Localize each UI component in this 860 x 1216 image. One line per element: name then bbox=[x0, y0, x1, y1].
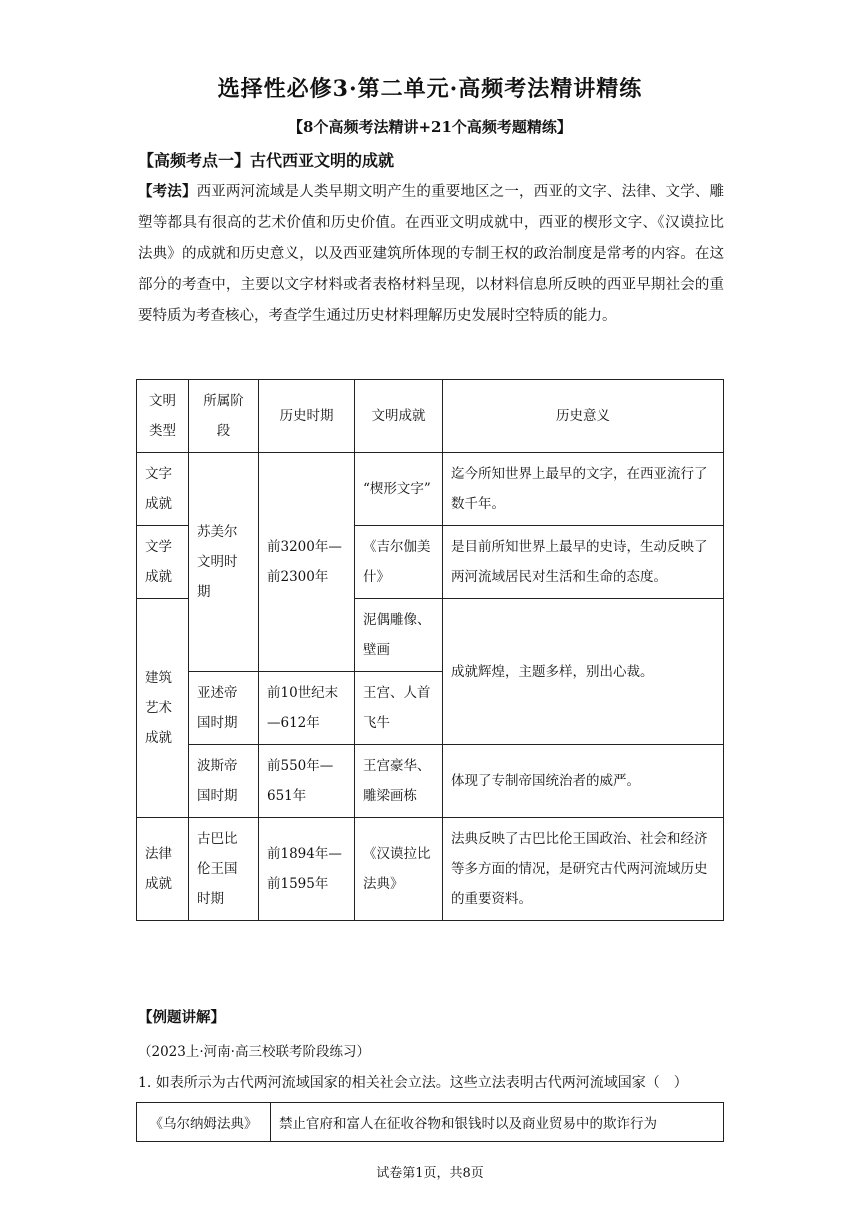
achievement-cell: 王宫豪华、雕梁画栋 bbox=[355, 745, 443, 818]
table-row bbox=[137, 1103, 724, 1142]
header-cell: 历史意义 bbox=[443, 380, 724, 453]
document-subtitle: 【8个高频考法精讲+21个高频考题精练】 bbox=[288, 118, 572, 136]
stage-cell: 亚述帝国时期 bbox=[189, 672, 259, 745]
achievement-cell: 泥偶雕像、壁画 bbox=[355, 599, 443, 672]
type-cell: 文学成就 bbox=[137, 526, 189, 599]
law-content-cell: 禁止官府和富人在征收谷物和银钱时以及商业贸易中的欺诈行为 bbox=[271, 1103, 724, 1142]
significance-cell: 迄今所知世界上最早的文字，在西亚流行了数千年。 bbox=[443, 453, 724, 526]
table-header-row bbox=[137, 380, 724, 453]
stage-cell: 波斯帝国时期 bbox=[189, 745, 259, 818]
stage-cell: 古巴比伦王国时期 bbox=[189, 818, 259, 921]
type-cell: 文字成就 bbox=[137, 453, 189, 526]
type-cell: 法律成就 bbox=[137, 818, 189, 921]
achievement-cell: 《汉谟拉比法典》 bbox=[355, 818, 443, 921]
header-cell: 文明成就 bbox=[355, 380, 443, 453]
civilization-table bbox=[136, 379, 724, 921]
header-cell: 历史时期 bbox=[259, 380, 355, 453]
header-cell: 所属阶段 bbox=[189, 380, 259, 453]
method-paragraph bbox=[138, 176, 724, 332]
page-footer: 试卷第1页，共8页 bbox=[376, 1166, 484, 1181]
document-title: 选择性必修3·第二单元·高频考法精讲精练 bbox=[217, 76, 643, 102]
law-table bbox=[136, 1102, 724, 1142]
achievement-cell: “楔形文字” bbox=[355, 453, 443, 526]
achievement-cell: 王宫、人首飞牛 bbox=[355, 672, 443, 745]
table-row bbox=[137, 745, 724, 818]
period-cell: 前1894年—前1595年 bbox=[259, 818, 355, 921]
question-source: （2023上·河南·高三校联考阶段练习） bbox=[138, 1044, 370, 1060]
law-name-cell: 《乌尔纳姆法典》 bbox=[137, 1103, 271, 1142]
period-cell: 前10世纪末—612年 bbox=[259, 672, 355, 745]
topic-heading: 【高频考点一】古代西亚文明的成就 bbox=[138, 151, 395, 170]
significance-cell: 成就辉煌，主题多样，别出心裁。 bbox=[443, 599, 724, 745]
table-row bbox=[137, 818, 724, 921]
stage-cell: 苏美尔文明时期 bbox=[189, 453, 259, 672]
significance-cell: 法典反映了古巴比伦王国政治、社会和经济等多方面的情况，是研究古代两河流域历史的重要资料。 bbox=[443, 818, 724, 921]
achievement-cell: 《吉尔伽美什》 bbox=[355, 526, 443, 599]
table-row bbox=[137, 453, 724, 526]
method-text: 西亚两河流域是人类早期文明产生的重要地区之一，西亚的文字、法律、文学、雕塑等都具有很高的艺术价值和历史价值。在西亚文明成就中，西亚的楔形文字、《汉谟拉比法典》的成就和历史意义，以及西亚建筑所体现的专制王权的政治制度是常考的内容。在这部分的考查中，主要以文字材料或者表格材料呈现，以材料信息所反映的西亚早期社会的重要特质为考查核心，考查学生通过历史材料理解历史发展时空特质的能力。 bbox=[138, 184, 725, 324]
example-heading: 【例题讲解】 bbox=[138, 1009, 225, 1026]
type-cell: 建筑艺术成就 bbox=[137, 599, 189, 818]
question-text: 1. 如表所示为古代两河流域国家的相关社会立法。这些立法表明古代两河流域国家（ ） bbox=[138, 1075, 688, 1091]
header-cell: 文明类型 bbox=[137, 380, 189, 453]
significance-cell: 体现了专制帝国统治者的威严。 bbox=[443, 745, 724, 818]
significance-cell: 是目前所知世界上最早的史诗，生动反映了两河流域居民对生活和生命的态度。 bbox=[443, 526, 724, 599]
method-label: 【考法】 bbox=[138, 183, 197, 200]
period-cell: 前550年—651年 bbox=[259, 745, 355, 818]
period-cell: 前3200年—前2300年 bbox=[259, 453, 355, 672]
